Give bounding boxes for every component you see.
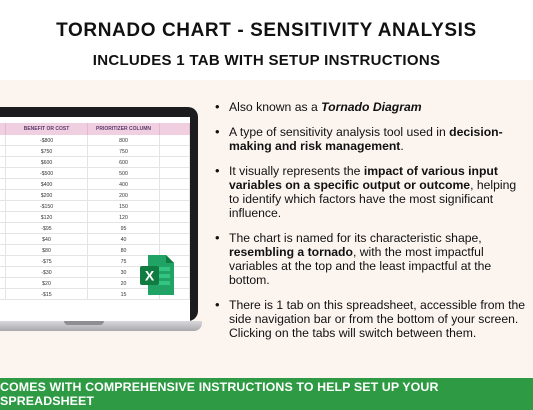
table-cell: [160, 212, 190, 223]
list-item-text: It visually represents the: [229, 164, 364, 178]
excel-icon-letter: X: [144, 267, 155, 284]
table-cell: -$30: [6, 267, 88, 278]
table-cell: 800: [88, 135, 160, 146]
laptop-notch: [64, 321, 104, 325]
table-cell: 500: [88, 168, 160, 179]
table-cell: [160, 234, 190, 245]
table-cell: [160, 157, 190, 168]
table-cell: 200: [88, 190, 160, 201]
table-cell: [160, 201, 190, 212]
table-cell: $120: [6, 212, 88, 223]
table-cell: $750: [6, 146, 88, 157]
excel-icon: [140, 255, 174, 295]
table-cell: $200: [6, 190, 88, 201]
list-item-emphasis: resembling a tornado: [229, 245, 353, 259]
list-item-emphasis: decision-making and risk management: [229, 125, 503, 153]
table-cell: 95: [88, 223, 160, 234]
table-cell: 600: [88, 157, 160, 168]
list-item: [215, 164, 527, 220]
list-item-text: , helping to identify which factors have the most significant influence.: [229, 178, 517, 220]
table-cell: -$15: [6, 289, 88, 300]
table-row: [0, 223, 190, 234]
table-cell: 30: [88, 267, 160, 278]
table-cell: $600: [6, 157, 88, 168]
table-row: [0, 179, 190, 190]
feature-list: [215, 100, 527, 351]
table-cell: $400: [6, 179, 88, 190]
table-cell: [160, 223, 190, 234]
list-item-text: A type of sensitivity analysis tool used in: [229, 125, 450, 139]
table-cell: 75: [88, 256, 160, 267]
list-item: [215, 298, 527, 340]
table-cell: [160, 135, 190, 146]
table-cell: -$75: [6, 256, 88, 267]
list-item-text: The chart is named for its characteristic shape,: [229, 231, 482, 245]
page-title: TORNADO CHART - SENSITIVITY ANALYSIS: [56, 20, 477, 41]
table-row: [0, 234, 190, 245]
header: [0, 0, 533, 80]
table-cell: $40: [6, 234, 88, 245]
table-cell: 20: [88, 278, 160, 289]
table-cell: [160, 190, 190, 201]
table-cell: 40: [88, 234, 160, 245]
spreadsheet-header-row: [0, 123, 190, 135]
list-item-text: Also known as a: [229, 100, 322, 114]
table-row: [0, 190, 190, 201]
table-cell: 750: [88, 146, 160, 157]
table-cell: -$150: [6, 201, 88, 212]
table-cell: 400: [88, 179, 160, 190]
table-row: [0, 212, 190, 223]
table-cell: 15: [88, 289, 160, 300]
list-item: [215, 100, 527, 114]
column-header: [160, 123, 190, 135]
table-row: [0, 201, 190, 212]
table-cell: [160, 179, 190, 190]
table-cell: 150: [88, 201, 160, 212]
column-header-benefit-or-cost: BENEFIT OR COST: [6, 123, 88, 135]
list-item-emphasis: Tornado Diagram: [321, 100, 422, 114]
table-cell: $80: [6, 245, 88, 256]
table-cell: 80: [88, 245, 160, 256]
list-item-text: , with the most impactful variables at the top and the least impactful at the bottom.: [229, 245, 492, 287]
table-cell: -$95: [6, 223, 88, 234]
list-item: [215, 125, 527, 153]
footer-banner: COMES WITH COMPREHENSIVE INSTRUCTIONS TO HELP SET UP YOUR SPREADSHEET: [0, 378, 533, 410]
table-cell: 120: [88, 212, 160, 223]
table-cell: -$500: [6, 168, 88, 179]
column-header-prioritizer: PRIORITIZER COLUMN: [88, 123, 160, 135]
page-subtitle: INCLUDES 1 TAB WITH SETUP INSTRUCTIONS: [92, 52, 441, 69]
table-cell: [160, 146, 190, 157]
table-cell: $20: [6, 278, 88, 289]
table-row: [0, 135, 190, 146]
table-row: [0, 146, 190, 157]
table-row: [0, 157, 190, 168]
table-cell: [160, 168, 190, 179]
list-item: [215, 231, 527, 287]
laptop-mockup: [0, 107, 198, 337]
list-item-emphasis: impact of various input variables on a specific output or outcome: [229, 164, 498, 192]
table-row: [0, 168, 190, 179]
list-item-text: .: [400, 139, 404, 153]
table-cell: -$800: [6, 135, 88, 146]
list-item-text: There is 1 tab on this spreadsheet, accessible from the side navigation bar or from the bottom of your screen. Clicking on the tabs will switch between them.: [229, 298, 526, 340]
